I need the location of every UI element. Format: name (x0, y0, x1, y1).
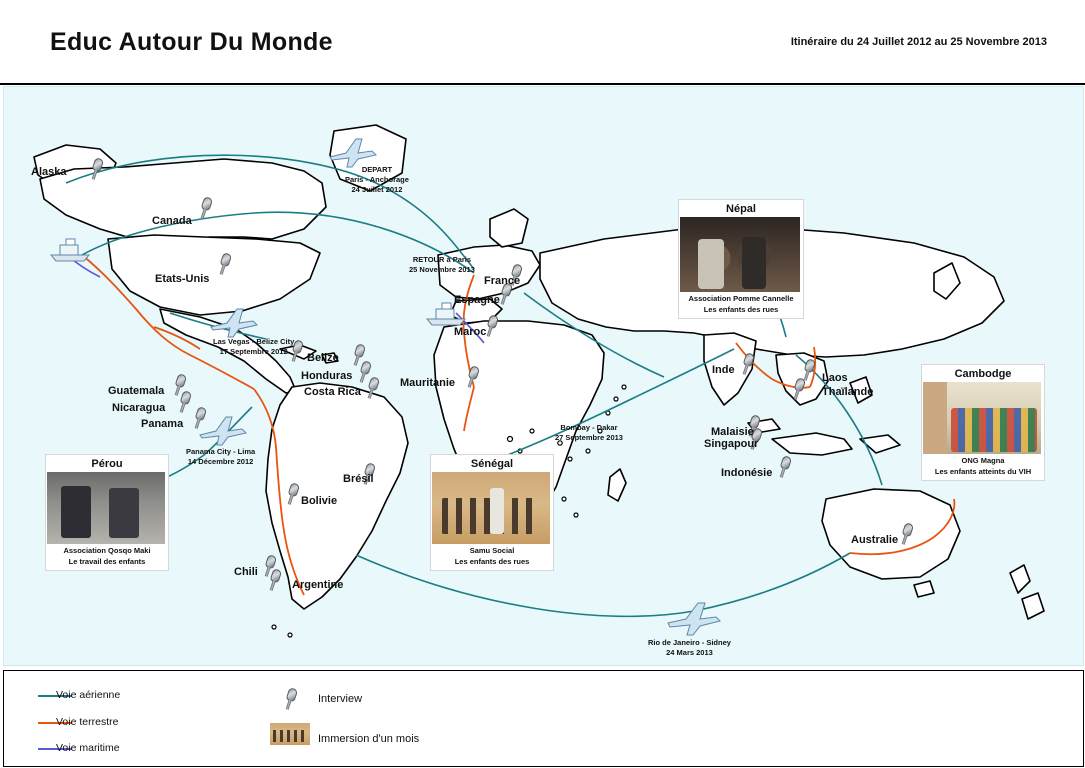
legend-panel (3, 670, 1084, 767)
microphone-icon (283, 687, 298, 711)
map-label-maroc: Maroc (454, 326, 487, 338)
photo-card-cambodge[interactable] (922, 365, 1044, 480)
flight-note-bombay-dakar (555, 423, 623, 443)
airplane-icon (196, 413, 248, 447)
photo-title-senegal: Sénégal (470, 458, 514, 470)
page-title: Educ Autour Du Monde (50, 28, 333, 56)
photo-title-perou: Pérou (91, 458, 123, 470)
map-label-etats-unis: Etats-Unis (155, 273, 210, 285)
note-line: Las Vegas - Belize City (213, 337, 295, 346)
header-divider (0, 83, 1085, 85)
map-label-alaska: Alaska (31, 166, 67, 178)
note-line: 14 Décembre 2012 (187, 456, 254, 466)
photo-image-cambodge (923, 382, 1041, 454)
photo-caption-nepal-line1: Association Pomme Cannelle (688, 294, 794, 303)
photo-caption-senegal-line1: Samu Social (469, 546, 515, 555)
legend-label-immersion: Immersion d'un mois (318, 733, 420, 745)
photo-image-perou (47, 472, 165, 544)
map-label-malaisie: Malaisie (711, 426, 754, 438)
map-label-chili: Chili (234, 566, 258, 578)
airplane-icon (326, 135, 378, 169)
legend-label-air: Voie aérienne (56, 689, 121, 701)
map-label-singapour: Singapour (704, 438, 759, 450)
map-label-guatemala: Guatemala (108, 385, 165, 397)
flight-note-lasvegas-belize (213, 337, 294, 357)
photo-caption-cambodge-line2: Les enfants atteints du VIH (934, 467, 1032, 477)
note-line: RETOUR à Paris (412, 255, 472, 264)
boat-icon (48, 235, 92, 263)
map-label-nicaragua: Nicaragua (112, 402, 166, 414)
map-label-laos: Laos (822, 372, 848, 384)
photo-caption-cambodge-line1: ONG Magna (961, 456, 1005, 465)
map-label-france: France (484, 275, 521, 287)
map-label-canada: Canada (152, 215, 192, 227)
map-label-mauritanie: Mauritanie (400, 377, 456, 389)
note-line: 24 Mars 2013 (666, 647, 713, 657)
photo-card-senegal[interactable] (431, 455, 553, 570)
airplane-icon (207, 305, 259, 339)
map-label-bolivie: Bolivie (301, 495, 338, 507)
airplane-icon (664, 599, 722, 637)
photo-image-nepal (680, 217, 800, 292)
flight-note-depart (345, 165, 409, 194)
flight-note-panama-lima (186, 447, 255, 467)
world-map[interactable] (3, 86, 1084, 666)
note-line: Bombay - Dakar (560, 423, 618, 432)
itinerary-daterange: Itinéraire du 24 Juillet 2012 au 25 Novembre 2013 (790, 36, 1047, 48)
map-label-belize: Belize (307, 352, 339, 364)
photo-caption-nepal-line2: Les enfants des rues (703, 305, 779, 315)
photo-caption-senegal-line2: Les enfants des rues (454, 557, 530, 567)
map-label-costa-rica: Costa Rica (304, 386, 361, 398)
map-label-argentine: Argentine (292, 579, 344, 591)
photo-title-cambodge: Cambodge (954, 368, 1012, 380)
photo-card-perou[interactable] (46, 455, 168, 570)
note-line: 24 Juillet 2012 (351, 184, 403, 194)
photo-caption-perou-line1: Association Qosqo Maki (63, 546, 151, 555)
legend-label-interview: Interview (318, 693, 363, 705)
map-label-australie: Australie (851, 534, 899, 546)
legend-label-sea: Voie maritime (56, 742, 120, 754)
map-label-panama: Panama (141, 418, 184, 430)
note-line: 17 Septembre 2012 (219, 346, 288, 356)
note-line: DEPART (361, 165, 393, 174)
photo-image-senegal (432, 472, 550, 544)
map-label-inde: Inde (712, 364, 735, 376)
note-line: Panama City - Lima (186, 447, 256, 456)
map-label-bresil: Brésil (343, 473, 374, 485)
map-label-indonesie: Indonésie (721, 467, 773, 479)
map-label-espagne: Espagne (454, 294, 500, 306)
note-line: 25 Novembre 2013 (409, 264, 475, 274)
flight-note-rio-sidney (648, 638, 731, 658)
photo-card-nepal[interactable] (679, 200, 803, 318)
note-line: Paris - Anchorage (345, 174, 409, 184)
flight-note-retour (409, 255, 475, 275)
note-line: Rio de Janeiro - Sidney (648, 638, 731, 647)
immersion-photo-icon (270, 723, 310, 745)
header (0, 0, 1085, 84)
note-line: 27 Septembre 2013 (555, 432, 623, 442)
photo-caption-perou-line2: Le travail des enfants (68, 557, 146, 567)
map-label-thailande: Thaïlande (822, 386, 874, 398)
photo-title-nepal: Népal (726, 203, 756, 215)
map-label-honduras: Honduras (301, 370, 353, 382)
legend-label-land: Voie terrestre (56, 716, 119, 728)
